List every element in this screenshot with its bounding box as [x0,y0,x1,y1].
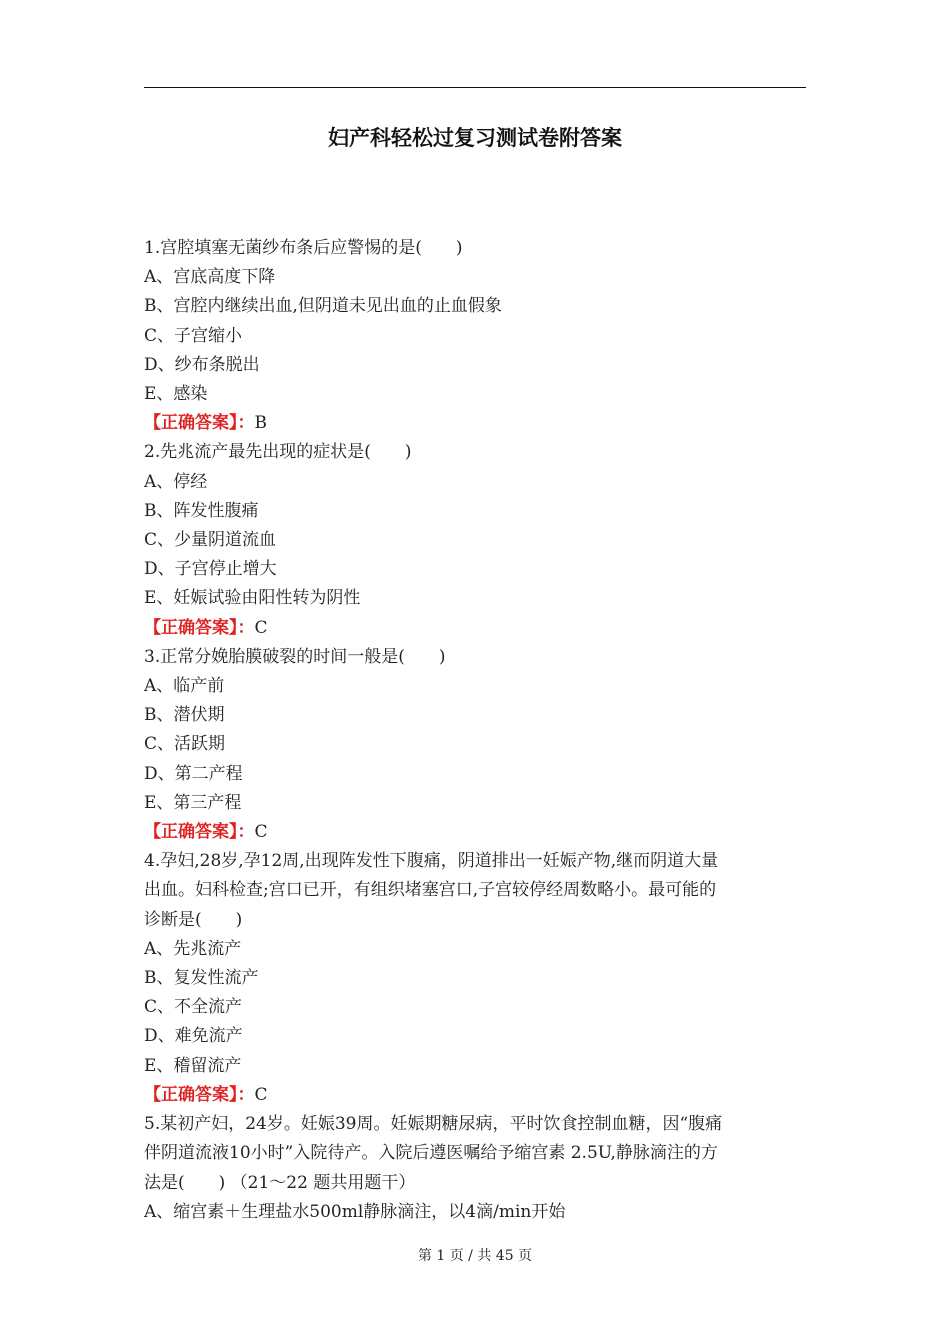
question-stem: 2.先兆流产最先出现的症状是( ) [144,442,412,463]
answer-label: 【正确答案】： [144,617,255,638]
answer-value: C [254,1084,268,1105]
question-block [144,438,808,642]
option-item: C、子宫缩小 [144,325,243,346]
answer-label: 【正确答案】： [144,822,255,843]
option-item: A、宫底高度下降 [144,267,276,288]
correct-answer [144,409,808,438]
question-stem: 伴阴道流液10小时”入院待产。入院后遵医嘱给予缩宫素 2.5U,静脉滴注的方 [144,1143,718,1164]
option-item: C、活跃期 [144,734,226,755]
correct-answer [144,614,808,643]
correct-answer [144,818,808,847]
option-item: B、宫腔内继续出血,但阴道未见出血的止血假象 [144,296,502,317]
answer-value: B [254,413,267,434]
question-stem: 法是( ) （21～22 题共用题干） [144,1172,416,1193]
option-item: A、临产前 [144,676,225,697]
option-item: B、阵发性腹痛 [144,500,259,521]
option-item: A、停经 [144,471,208,492]
question-stem: 4.孕妇,28岁,孕12周,出现阵发性下腹痛，阴道排出一妊娠产物,继而阴道大量 [144,851,719,872]
question-stem: 出血。妇科检查;宫口已开，有组织堵塞宫口,子宫较停经周数略小。最可能的 [144,880,717,901]
option-item: D、纱布条脱出 [144,354,260,375]
option-item: E、第三产程 [144,792,242,813]
question-stem: 5.某初产妇，24岁。妊娠39周。妊娠期糖尿病，平时饮食控制血糖，因“腹痛 [144,1114,723,1135]
answer-value: C [254,822,268,843]
option-item: D、第二产程 [144,763,243,784]
answer-label: 【正确答案】： [144,413,255,434]
page-footer: 第 1 页 / 共 45 页 [417,1248,533,1264]
question-list [144,234,808,1227]
question-stem: 诊断是( ) [144,909,243,930]
question-stem: 3.正常分娩胎膜破裂的时间一般是( ) [144,646,446,667]
option-item: D、子宫停止增大 [144,559,277,580]
option-item: D、难免流产 [144,1026,243,1047]
question-block [144,847,808,1110]
option-item: E、稽留流产 [144,1055,242,1076]
option-item: A、先兆流产 [144,938,242,959]
question-stem: 1.宫腔填塞无菌纱布条后应警惕的是( ) [144,238,463,258]
option-item: C、不全流产 [144,997,243,1018]
question-block [144,234,808,438]
option-item: E、感染 [144,384,208,405]
document-title: 妇产科轻松过复习测试卷附答案 [328,126,622,150]
answer-label: 【正确答案】： [144,1084,255,1105]
header-rule [144,87,806,88]
option-item: B、复发性流产 [144,968,259,989]
answer-value: C [254,617,268,638]
option-item: E、妊娠试验由阳性转为阴性 [144,588,361,609]
option-item: C、少量阴道流血 [144,530,277,551]
question-block [144,1110,808,1227]
question-block [144,643,808,847]
option-item: B、潜伏期 [144,705,225,726]
correct-answer [144,1081,808,1110]
option-item: A、缩宫素＋生理盐水500ml静脉滴注，以4滴/min开始 [144,1201,566,1222]
